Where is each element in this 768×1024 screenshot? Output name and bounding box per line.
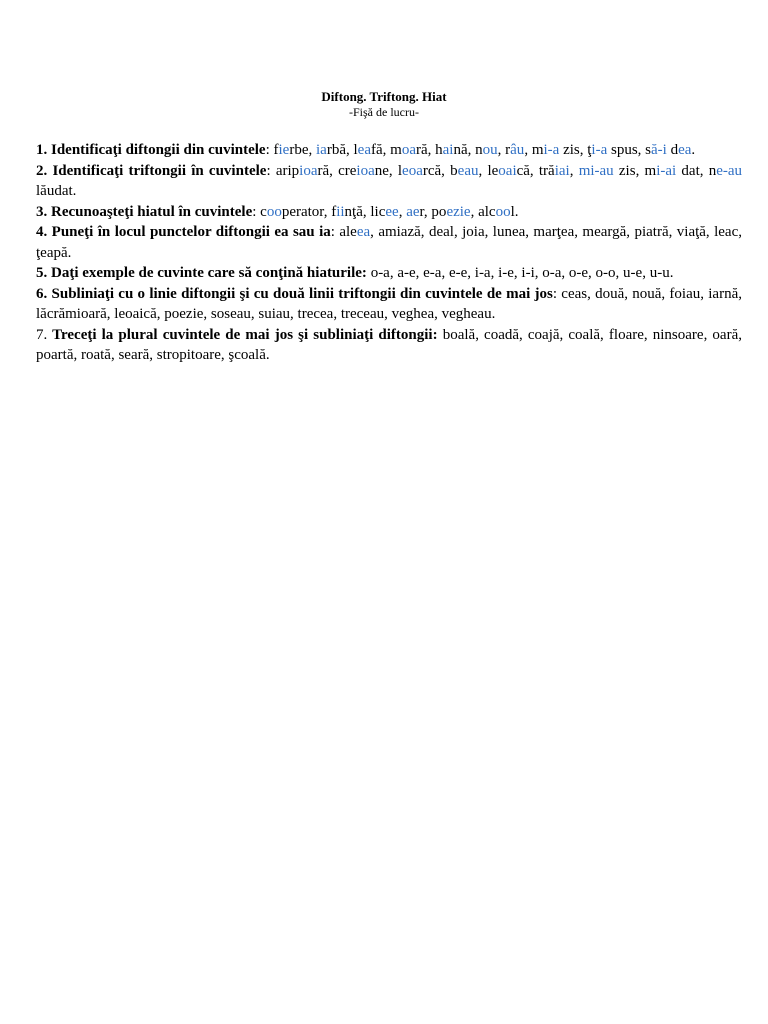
highlighted-letters: ai — [442, 142, 454, 158]
exercise-text: , amiază, deal, joia, lunea, marţea, meargă, piatră, viaţă, leac, ţeapă. — [36, 224, 742, 261]
exercise-instruction: Puneţi în locul punctelor diftongii ea sau ia — [47, 224, 331, 240]
page-subtitle: -Fişă de lucru- — [349, 105, 419, 119]
exercise-text: d — [666, 142, 679, 158]
exercise-text: , alc — [470, 203, 496, 220]
exercise-text: rcă, b — [422, 162, 458, 179]
exercise-number: 2. — [36, 162, 48, 179]
highlighted-letters: oai — [498, 162, 517, 179]
exercise-text: ne, l — [374, 162, 403, 179]
exercise-text: dat, n — [676, 162, 717, 179]
exercise-number: 5. — [36, 265, 48, 281]
highlighted-letters: eoa — [402, 162, 423, 179]
highlighted-letters: ae — [406, 203, 420, 220]
exercise-text: nţă, lic — [344, 203, 386, 220]
exercise-instruction: Daţi exemple de cuvinte care să conţină hiaturile: — [47, 265, 367, 281]
exercise-text: , m — [524, 142, 544, 158]
exercise-text: , — [398, 203, 407, 220]
exercise-text: : arip — [266, 162, 300, 179]
exercise-number: 4. — [36, 224, 48, 240]
exercise-text: , — [569, 162, 579, 179]
exercise-text: : c — [252, 203, 267, 220]
exercise-instruction: Identificaţi triftongii în cuvintele — [47, 162, 267, 179]
highlighted-letters: ă-i — [651, 142, 667, 158]
exercise-text: , le — [478, 162, 499, 179]
exercise-text: rbe, — [289, 142, 316, 158]
exercise-text: nă, n — [453, 142, 483, 158]
exercise-number: 1. — [36, 142, 48, 158]
exercise-text: . — [691, 142, 696, 158]
exercise-text: ră, cre — [317, 162, 357, 179]
exercise-item — [36, 284, 742, 325]
exercise-text: lăudat. — [36, 183, 77, 199]
highlighted-letters: ioa — [356, 162, 375, 179]
highlighted-letters: ee — [385, 203, 399, 220]
highlighted-letters: ia — [316, 142, 327, 158]
exercise-text: o-a, a-e, e-a, e-e, i-a, i-e, i-i, o-a, o-e, o-o, u-e, u-u. — [366, 265, 674, 281]
exercise-text: : ceas, două, nouă, foiau, iarnă, lăcrămioară, leoaică, poezie, soseau, suiau, trecea, treceau, veghea, vegheau. — [36, 285, 742, 322]
exercise-text: ră, h — [415, 142, 443, 158]
highlighted-letters: mi-au — [578, 162, 614, 179]
highlighted-letters: ioa — [299, 162, 318, 179]
exercise-item — [36, 325, 742, 366]
exercise-text: rbă, l — [326, 142, 358, 158]
exercise-instruction: Identificaţi diftongii din cuvintele — [47, 142, 266, 158]
highlighted-letters: i-a — [543, 142, 560, 158]
exercise-text: , r — [497, 142, 511, 158]
exercise-text: că, tră — [516, 162, 555, 179]
exercise-instruction: Recunoaşteţi hiatul în cuvintele — [47, 203, 253, 220]
exercise-text: perator, f — [281, 203, 337, 220]
exercise-item — [36, 140, 742, 161]
exercise-item — [36, 222, 742, 263]
exercise-item — [36, 202, 742, 223]
page-title: Diftong. Triftong. Hiat — [321, 89, 447, 104]
highlighted-letters: e-au — [716, 162, 743, 179]
exercise-text: l. — [510, 203, 519, 220]
exercise-text: : f — [265, 142, 279, 158]
highlighted-letters: iai — [554, 162, 570, 179]
highlighted-letters: ou — [482, 142, 498, 158]
exercise-item — [36, 263, 742, 284]
highlighted-letters: âu — [510, 142, 525, 158]
highlighted-letters: ea — [357, 142, 371, 158]
highlighted-letters: ea — [678, 142, 692, 158]
exercise-text: fă, m — [370, 142, 402, 158]
highlighted-letters: oo — [495, 203, 511, 220]
exercise-text: boală, coadă, coajă, coală, floare, ninsoare, oară, poartă, roată, seară, stropitoare, şcoală. — [36, 326, 742, 363]
exercise-instruction: Treceţi la plural cuvintele de mai jos şi subliniaţi diftongii: — [47, 326, 438, 343]
exercise-number: 7. — [36, 326, 48, 343]
exercise-text: spus, s — [607, 142, 651, 158]
highlighted-letters: ie — [278, 142, 290, 158]
exercise-text: zis, m — [613, 162, 657, 179]
highlighted-letters: eau — [457, 162, 479, 179]
highlighted-letters: i-ai — [656, 162, 677, 179]
exercise-number: 6. — [36, 285, 48, 302]
exercise-list — [36, 140, 742, 366]
highlighted-letters: ea — [356, 224, 371, 240]
exercise-text: : ale — [330, 224, 357, 240]
highlighted-letters: ii — [336, 203, 345, 220]
highlighted-letters: i-a — [591, 142, 608, 158]
exercise-item — [36, 161, 742, 202]
exercise-instruction: Subliniaţi cu o linie diftongii şi cu două linii triftongii din cuvintele de mai jos — [47, 285, 553, 302]
exercise-text: r, po — [419, 203, 447, 220]
exercise-number: 3. — [36, 203, 48, 220]
highlighted-letters: oa — [401, 142, 416, 158]
exercise-text: zis, ţ — [559, 142, 592, 158]
highlighted-letters: oo — [266, 203, 282, 220]
highlighted-letters: ezie — [446, 203, 471, 220]
